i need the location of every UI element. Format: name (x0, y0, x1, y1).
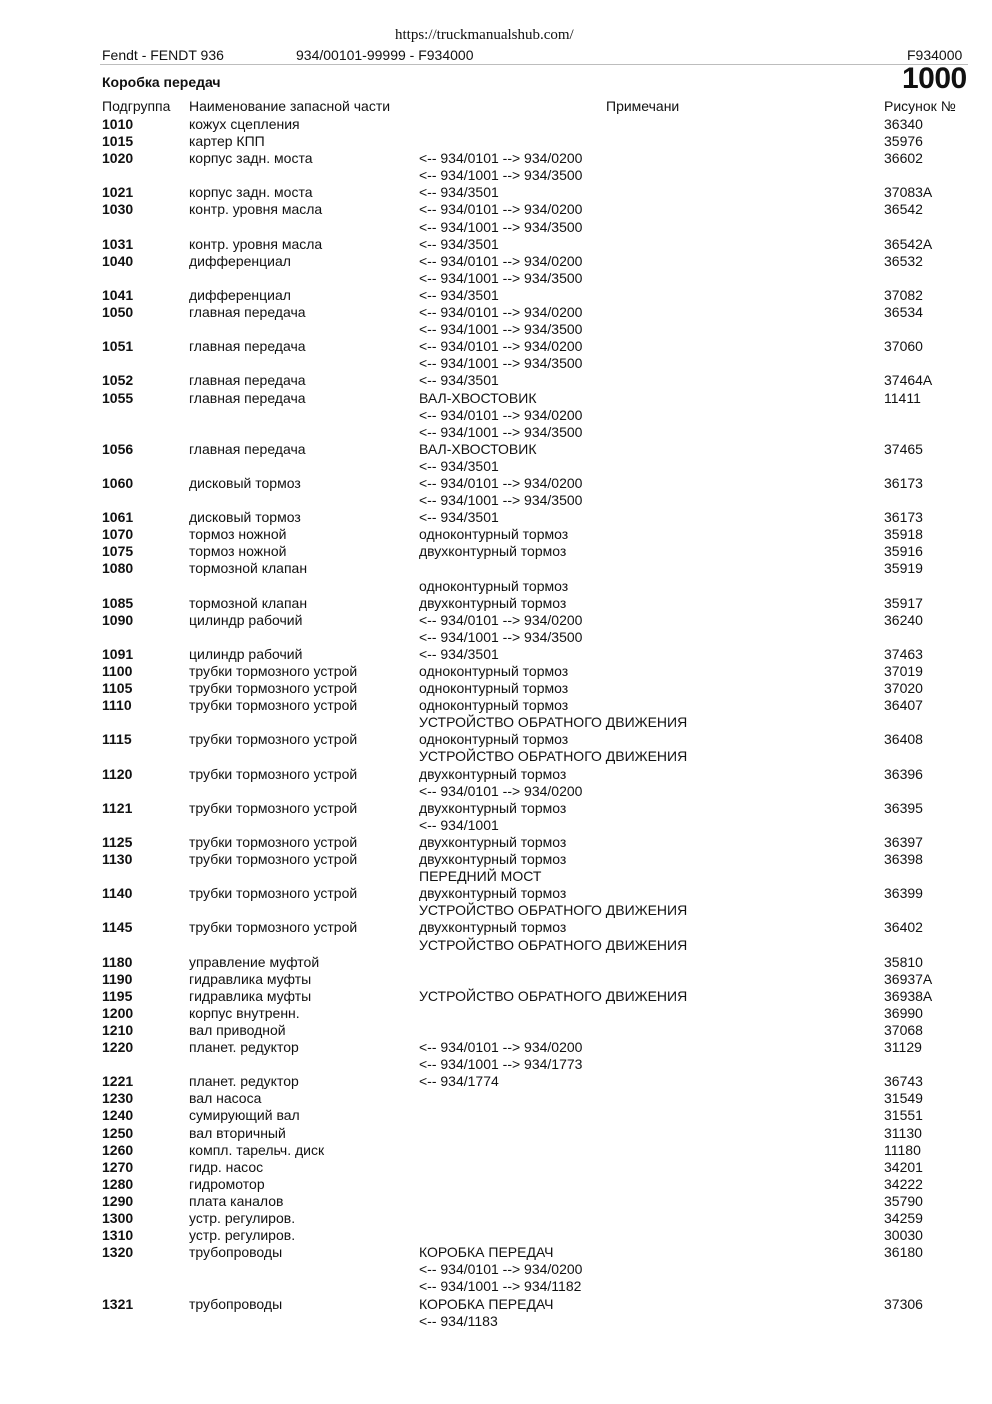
subgroup-code: 1195 (102, 987, 133, 1004)
note-line: <-- 934/1001 --> 934/3500 (419, 492, 583, 509)
table-row (0, 543, 992, 560)
subgroup-code: 1120 (102, 765, 133, 782)
part-name: вал вторичный (189, 1124, 286, 1141)
table-row (0, 663, 992, 680)
part-name: дисковый тормоз (189, 509, 301, 526)
part-name: главная передача (189, 304, 306, 321)
note-line: ВАЛ-ХВОСТОВИК (419, 440, 537, 457)
note-line: <-- 934/1001 --> 934/3500 (419, 269, 583, 286)
part-name: трубки тормозного устрой (189, 680, 358, 697)
doc-code: F934000 (907, 47, 963, 63)
part-name: трубки тормозного устрой (189, 885, 358, 902)
subgroup-code: 1320 (102, 1244, 134, 1261)
note-line: УСТРОЙСТВО ОБРАТНОГО ДВИЖЕНИЯ (419, 902, 688, 919)
table-row (0, 919, 992, 953)
subgroup-code: 1200 (102, 1004, 134, 1021)
part-name: вал насоса (189, 1090, 262, 1107)
part-name: трубки тормозного устрой (189, 799, 358, 816)
table-row (0, 1227, 992, 1244)
subgroup-code: 1125 (102, 833, 133, 850)
figure-number: 36395 (884, 799, 923, 816)
note-line: <-- 934/1001 --> 934/3500 (419, 423, 583, 440)
part-name: тормоз ножной (189, 526, 287, 543)
source-url: https://truckmanualshub.com/ (395, 27, 574, 43)
notes-cell (419, 201, 859, 235)
table-row (0, 731, 992, 765)
table-row (0, 1193, 992, 1210)
note-line: одноконтурный тормоз (419, 697, 569, 714)
subgroup-code: 1055 (102, 389, 134, 406)
figure-number: 36402 (884, 919, 923, 936)
notes-cell (419, 680, 859, 697)
table-row (0, 1244, 992, 1295)
subgroup-code: 1021 (102, 184, 134, 201)
table-row (0, 526, 992, 543)
subgroup-code: 1031 (102, 235, 134, 252)
table-row (0, 954, 992, 971)
subgroup-code: 1220 (102, 1039, 134, 1056)
subgroup-code: 1280 (102, 1175, 134, 1192)
figure-number: 36937A (884, 970, 933, 987)
table-row (0, 1125, 992, 1142)
part-name: плата каналов (189, 1192, 284, 1209)
figure-number: 35918 (884, 526, 923, 543)
part-name: сумирующий вал (189, 1107, 300, 1124)
table-row (0, 253, 992, 287)
note-line: УСТРОЙСТВО ОБРАТНОГО ДВИЖЕНИЯ (419, 987, 688, 1004)
note-line: одноконтурный тормоз (419, 663, 569, 680)
table-row (0, 116, 992, 133)
figure-number: 37068 (884, 1021, 923, 1038)
part-name: трубки тормозного устрой (189, 663, 358, 680)
table-row (0, 1039, 992, 1073)
notes-cell (419, 1039, 859, 1073)
figure-number: 36398 (884, 851, 923, 868)
part-name: картер КПП (189, 133, 265, 150)
subgroup-code: 1060 (102, 474, 134, 491)
note-line: ВАЛ-ХВОСТОВИК (419, 389, 537, 406)
part-name: трубки тормозного устрой (189, 851, 358, 868)
table-row (0, 766, 992, 800)
subgroup-code: 1010 (102, 116, 134, 132)
table-row (0, 680, 992, 697)
table-row (0, 971, 992, 988)
note-line: двухконтурный тормоз (419, 765, 567, 782)
note-line: <-- 934/1183 (419, 1312, 498, 1329)
note-line (419, 560, 859, 577)
notes-cell (419, 1073, 859, 1090)
note-line: УСТРОЙСТВО ОБРАТНОГО ДВИЖЕНИЯ (419, 936, 688, 953)
note-line: <-- 934/1001 --> 934/3500 (419, 321, 583, 338)
column-header-part-name: Наименование запасной части (189, 98, 391, 114)
note-line: двухконтурный тормоз (419, 799, 567, 816)
part-name: дифференциал (189, 252, 291, 269)
figure-number: 36743 (884, 1073, 923, 1090)
note-line: одноконтурный тормоз (419, 526, 569, 543)
part-name: корпус задн. моста (189, 184, 313, 201)
figure-number: 36602 (884, 150, 923, 167)
figure-number: 11180 (884, 1141, 921, 1158)
subgroup-code: 1140 (102, 885, 133, 902)
table-row (0, 1142, 992, 1159)
model-name: Fendt - FENDT 936 (102, 47, 224, 63)
figure-number: 36173 (884, 509, 923, 526)
figure-number: 37020 (884, 680, 923, 697)
subgroup-code: 1050 (102, 304, 134, 321)
table-row (0, 1073, 992, 1090)
notes-cell (419, 372, 859, 389)
figure-number: 37082 (884, 286, 923, 303)
note-line: <-- 934/1001 --> 934/3500 (419, 218, 583, 235)
column-header-figure: Рисунок № (884, 98, 956, 114)
note-line: <-- 934/0101 --> 934/0200 (419, 201, 583, 218)
subgroup-code: 1230 (102, 1090, 134, 1107)
note-line: <-- 934/0101 --> 934/0200 (419, 252, 583, 269)
note-line: <-- 934/3501 (419, 509, 499, 526)
figure-number: 34222 (884, 1175, 923, 1192)
part-name: планет. редуктор (189, 1073, 299, 1090)
subgroup-code: 1190 (102, 970, 133, 987)
figure-number: 31549 (884, 1090, 923, 1107)
part-name: трубки тормозного устрой (189, 833, 358, 850)
table-row (0, 133, 992, 150)
figure-number: 36542A (884, 235, 933, 252)
part-name: трубки тормозного устрой (189, 919, 358, 936)
parts-table (0, 116, 992, 1330)
subgroup-code: 1051 (102, 338, 134, 355)
notes-cell (419, 475, 859, 509)
subgroup-code: 1300 (102, 1210, 134, 1227)
section-title: Коробка передач (102, 74, 221, 90)
subgroup-code: 1240 (102, 1107, 134, 1124)
note-line: <-- 934/1001 --> 934/1773 (419, 1056, 583, 1073)
table-row (0, 441, 992, 475)
table-row (0, 560, 992, 594)
figure-number: 31130 (884, 1124, 922, 1141)
note-line: <-- 934/1001 --> 934/3500 (419, 355, 583, 372)
subgroup-code: 1221 (102, 1073, 134, 1090)
group-number: 1000 (902, 62, 967, 95)
table-row (0, 150, 992, 184)
notes-cell (419, 236, 859, 253)
figure-number: 36990 (884, 1004, 923, 1021)
figure-number: 37019 (884, 663, 923, 680)
figure-number: 34259 (884, 1210, 923, 1227)
note-line: <-- 934/3501 (419, 184, 499, 201)
notes-cell (419, 509, 859, 526)
note-line: <-- 934/0101 --> 934/0200 (419, 1261, 583, 1278)
table-row (0, 1296, 992, 1330)
table-row (0, 304, 992, 338)
part-name: дифференциал (189, 286, 291, 303)
subgroup-code: 1260 (102, 1141, 134, 1158)
subgroup-code: 1056 (102, 440, 134, 457)
notes-cell (419, 526, 859, 543)
note-line: <-- 934/0101 --> 934/0200 (419, 406, 583, 423)
part-name: устр. регулиров. (189, 1227, 296, 1244)
figure-number: 36938A (884, 987, 933, 1004)
table-row (0, 1107, 992, 1124)
note-line: двухконтурный тормоз (419, 594, 567, 611)
note-line: <-- 934/1001 --> 934/3500 (419, 628, 583, 645)
subgroup-code: 1015 (102, 133, 134, 150)
subgroup-code: 1310 (102, 1227, 134, 1244)
note-line: <-- 934/0101 --> 934/0200 (419, 338, 583, 355)
notes-cell (419, 834, 859, 851)
figure-number: 37465 (884, 440, 923, 457)
part-name: тормозной клапан (189, 594, 308, 611)
part-name: гидравлика муфты (189, 987, 312, 1004)
note-line: <-- 934/0101 --> 934/0200 (419, 304, 583, 321)
figure-number: 36396 (884, 765, 923, 782)
figure-number: 36173 (884, 474, 923, 491)
part-name: планет. редуктор (189, 1039, 299, 1056)
table-row (0, 646, 992, 663)
part-name: тормоз ножной (189, 543, 287, 560)
note-line: двухконтурный тормоз (419, 851, 567, 868)
serial-range: 934/00101-99999 - F934000 (296, 47, 474, 63)
notes-cell (419, 253, 859, 287)
note-line: УСТРОЙСТВО ОБРАТНОГО ДВИЖЕНИЯ (419, 714, 688, 731)
note-line: <-- 934/1774 (419, 1073, 499, 1090)
column-header-subgroup: Подгруппа (102, 98, 171, 114)
note-line: КОРОБКА ПЕРЕДАЧ (419, 1244, 554, 1261)
note-line: <-- 934/0101 --> 934/0200 (419, 611, 583, 628)
figure-number: 36542 (884, 201, 923, 218)
notes-cell (419, 150, 859, 184)
part-name: контр. уровня масла (189, 235, 323, 252)
table-row (0, 1005, 992, 1022)
part-name: дисковый тормоз (189, 474, 301, 491)
subgroup-code: 1030 (102, 201, 134, 218)
note-line: <-- 934/0101 --> 934/0200 (419, 782, 583, 799)
part-name: гидромотор (189, 1175, 265, 1192)
notes-cell (419, 304, 859, 338)
note-line: УСТРОЙСТВО ОБРАТНОГО ДВИЖЕНИЯ (419, 748, 688, 765)
note-line: <-- 934/3501 (419, 372, 499, 389)
part-name: трубки тормозного устрой (189, 765, 358, 782)
part-name: главная передача (189, 440, 306, 457)
table-row (0, 509, 992, 526)
notes-cell (419, 612, 859, 646)
notes-cell (419, 184, 859, 201)
part-name: управление муфтой (189, 953, 320, 970)
table-row (0, 184, 992, 201)
notes-cell (419, 287, 859, 304)
subgroup-code: 1105 (102, 680, 133, 697)
figure-number: 36240 (884, 611, 923, 628)
figure-number: 35916 (884, 543, 923, 560)
note-line: <-- 934/3501 (419, 457, 499, 474)
part-name: цилиндр рабочий (189, 611, 303, 628)
note-line: двухконтурный тормоз (419, 919, 567, 936)
notes-cell (419, 851, 859, 885)
subgroup-code: 1121 (102, 799, 133, 816)
figure-number: 36408 (884, 731, 923, 748)
subgroup-code: 1180 (102, 953, 133, 970)
note-line: <-- 934/1001 --> 934/1182 (419, 1278, 582, 1295)
notes-cell (419, 800, 859, 834)
table-row (0, 595, 992, 612)
notes-cell (419, 390, 859, 441)
note-line: <-- 934/3501 (419, 645, 499, 662)
notes-cell (419, 766, 859, 800)
subgroup-code: 1145 (102, 919, 133, 936)
subgroup-code: 1115 (102, 731, 132, 748)
note-line: двухконтурный тормоз (419, 885, 567, 902)
note-line: двухконтурный тормоз (419, 833, 567, 850)
note-line: двухконтурный тормоз (419, 543, 567, 560)
figure-number: 30030 (884, 1227, 923, 1244)
figure-number: 35790 (884, 1192, 923, 1209)
figure-number: 36180 (884, 1244, 923, 1261)
part-name: вал приводной (189, 1021, 286, 1038)
table-row (0, 1210, 992, 1227)
note-line: одноконтурный тормоз (419, 680, 569, 697)
table-row (0, 338, 992, 372)
note-line: <-- 934/1001 (419, 816, 499, 833)
part-name: корпус задн. моста (189, 150, 313, 167)
header-divider (100, 64, 968, 65)
figure-number: 37060 (884, 338, 923, 355)
table-row (0, 475, 992, 509)
table-row (0, 1090, 992, 1107)
notes-cell (419, 919, 859, 953)
figure-number: 36534 (884, 304, 923, 321)
note-line: <-- 934/0101 --> 934/0200 (419, 474, 583, 491)
notes-cell (419, 560, 859, 594)
subgroup-code: 1080 (102, 560, 134, 577)
table-row (0, 697, 992, 731)
note-line: одноконтурный тормоз (419, 577, 569, 594)
subgroup-code: 1040 (102, 252, 134, 269)
subgroup-code: 1090 (102, 611, 134, 628)
figure-number: 36340 (884, 116, 923, 132)
figure-number: 35917 (884, 594, 923, 611)
notes-cell (419, 663, 859, 680)
notes-cell (419, 441, 859, 475)
figure-number: 37463 (884, 645, 923, 662)
part-name: тормозной клапан (189, 560, 308, 577)
subgroup-code: 1091 (102, 645, 134, 662)
subgroup-code: 1100 (102, 663, 133, 680)
notes-cell (419, 1296, 859, 1330)
figure-number: 11411 (884, 389, 921, 406)
part-name: цилиндр рабочий (189, 645, 303, 662)
column-header-notes: Примечани (606, 98, 680, 114)
part-name: трубки тормозного устрой (189, 697, 358, 714)
figure-number: 35976 (884, 133, 923, 150)
subgroup-code: 1110 (102, 697, 132, 714)
subgroup-code: 1052 (102, 372, 134, 389)
part-name: главная передача (189, 338, 306, 355)
note-line: <-- 934/0101 --> 934/0200 (419, 1039, 583, 1056)
notes-cell (419, 338, 859, 372)
subgroup-code: 1075 (102, 543, 134, 560)
subgroup-code: 1210 (102, 1021, 134, 1038)
table-row (0, 1159, 992, 1176)
figure-number: 37083A (884, 184, 933, 201)
part-name: главная передача (189, 389, 306, 406)
table-row (0, 612, 992, 646)
note-line: <-- 934/0101 --> 934/0200 (419, 150, 583, 167)
notes-cell (419, 1244, 859, 1295)
table-row (0, 236, 992, 253)
table-row (0, 885, 992, 919)
part-name: главная передача (189, 372, 306, 389)
subgroup-code: 1041 (102, 286, 134, 303)
figure-number: 37306 (884, 1295, 923, 1312)
subgroup-code: 1085 (102, 594, 134, 611)
table-row (0, 390, 992, 441)
figure-number: 35810 (884, 953, 923, 970)
subgroup-code: 1070 (102, 526, 134, 543)
subgroup-code: 1061 (102, 509, 134, 526)
table-row (0, 372, 992, 389)
figure-number: 31551 (884, 1107, 923, 1124)
table-row (0, 834, 992, 851)
subgroup-code: 1270 (102, 1158, 134, 1175)
note-line: <-- 934/3501 (419, 235, 499, 252)
notes-cell (419, 595, 859, 612)
table-row (0, 800, 992, 834)
table-row (0, 201, 992, 235)
notes-cell (419, 988, 859, 1005)
notes-cell (419, 646, 859, 663)
figure-number: 35919 (884, 560, 923, 577)
part-name: трубопроводы (189, 1295, 283, 1312)
notes-cell (419, 697, 859, 731)
figure-number: 34201 (884, 1158, 923, 1175)
subgroup-code: 1130 (102, 851, 133, 868)
subgroup-code: 1020 (102, 150, 134, 167)
table-row (0, 851, 992, 885)
figure-number: 37464A (884, 372, 933, 389)
subgroup-code: 1321 (102, 1295, 134, 1312)
part-name: кожух сцепления (189, 116, 300, 132)
table-row (0, 1176, 992, 1193)
notes-cell (419, 543, 859, 560)
part-name: гидр. насос (189, 1158, 264, 1175)
figure-number: 36407 (884, 697, 923, 714)
subgroup-code: 1250 (102, 1124, 134, 1141)
note-line: <-- 934/3501 (419, 286, 499, 303)
notes-cell (419, 731, 859, 765)
part-name: трубопроводы (189, 1244, 283, 1261)
note-line: ПЕРЕДНИЙ МОСТ (419, 868, 542, 885)
part-name: трубки тормозного устрой (189, 731, 358, 748)
note-line: одноконтурный тормоз (419, 731, 569, 748)
table-row (0, 287, 992, 304)
figure-number: 36397 (884, 833, 923, 850)
part-name: гидравлика муфты (189, 970, 312, 987)
figure-number: 36532 (884, 252, 923, 269)
figure-number: 31129 (884, 1039, 922, 1056)
table-row (0, 1022, 992, 1039)
note-line: <-- 934/1001 --> 934/3500 (419, 167, 583, 184)
note-line: КОРОБКА ПЕРЕДАЧ (419, 1295, 554, 1312)
part-name: компл. тарельч. диск (189, 1141, 325, 1158)
part-name: контр. уровня масла (189, 201, 323, 218)
table-row (0, 988, 992, 1005)
part-name: устр. регулиров. (189, 1210, 296, 1227)
subgroup-code: 1290 (102, 1192, 134, 1209)
figure-number: 36399 (884, 885, 923, 902)
notes-cell (419, 885, 859, 919)
part-name: корпус внутренн. (189, 1004, 300, 1021)
